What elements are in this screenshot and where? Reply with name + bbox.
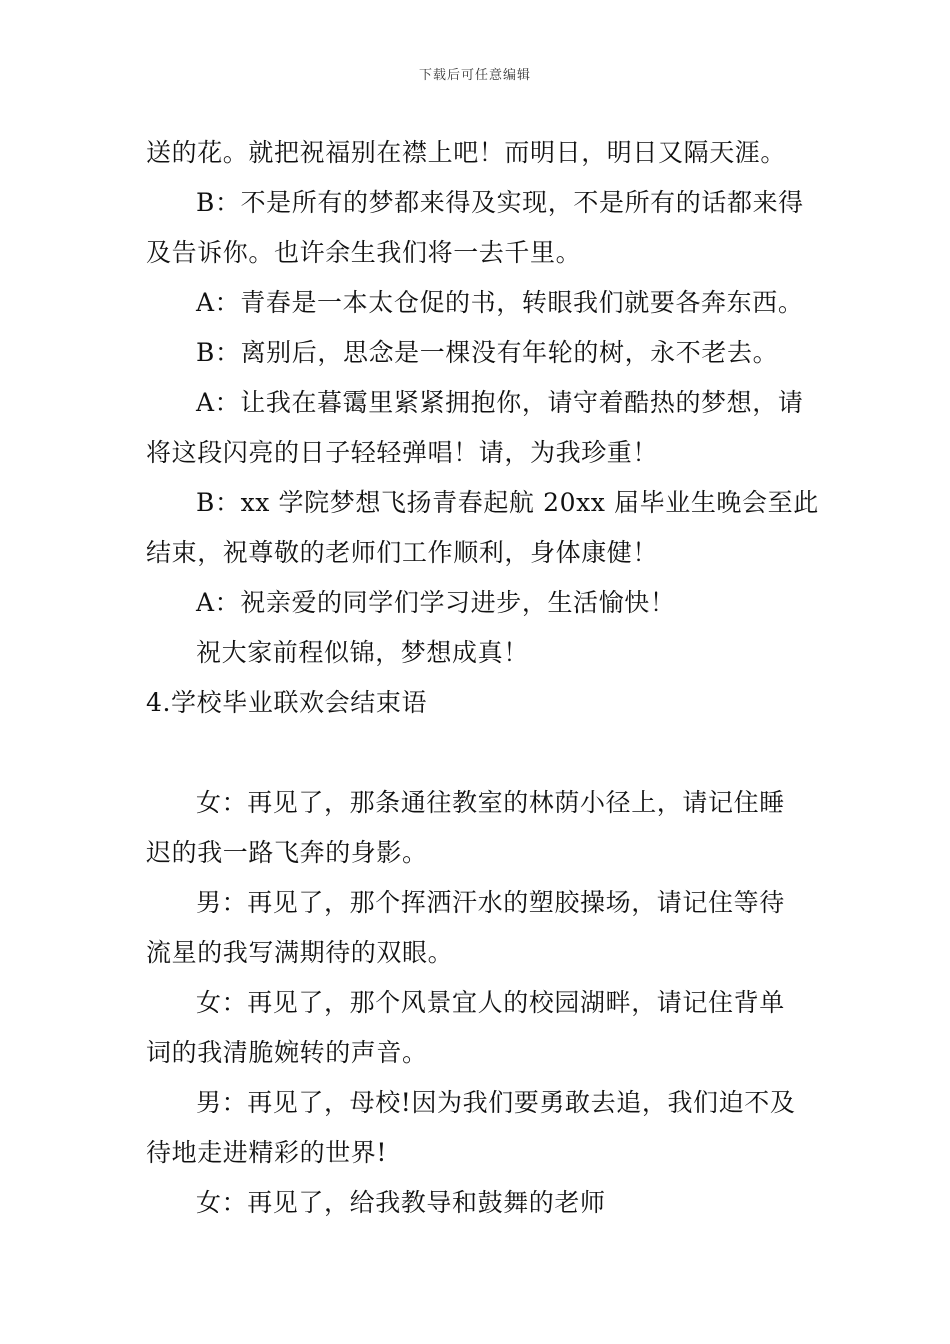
text-line: B：不是所有的梦都来得及实现，不是所有的话都来得 [196, 188, 804, 217]
text-line: B：离别后，思念是一棵没有年轮的树，永不老去。 [196, 338, 779, 367]
text-line: 男：再见了，母校!因为我们要勇敢去追，我们迫不及 [196, 1088, 796, 1117]
text-line: 流星的我写满期待的双眼。 [146, 938, 454, 967]
blank-line [146, 728, 808, 778]
text-line: A：青春是一本太仓促的书，转眼我们就要各奔东西。 [196, 288, 804, 317]
text-line: 待地走进精彩的世界! [146, 1138, 388, 1167]
text-line: 送的花。就把祝福别在襟上吧！而明日，明日又隔天涯。 [146, 138, 787, 167]
text-line: 女：再见了，给我教导和鼓舞的老师 [196, 1188, 606, 1217]
text-line: 词的我清脆婉转的声音。 [146, 1038, 428, 1067]
text-line: 结束，祝尊敬的老师们工作顺利，身体康健！ [146, 538, 659, 567]
text-line: 将这段闪亮的日子轻轻弹唱！请，为我珍重！ [146, 438, 659, 467]
text-line: B：xx 学院梦想飞扬青春起航 20xx 届毕业生晚会至此 [196, 488, 819, 517]
text-line: 男：再见了，那个挥洒汗水的塑胶操场，请记住等待 [196, 888, 785, 917]
text-line: 及告诉你。也许余生我们将一去千里。 [146, 238, 582, 267]
text-line: 女：再见了，那个风景宜人的校园湖畔，请记住背单 [196, 988, 785, 1017]
text-line: 女：再见了，那条通往教室的林荫小径上，请记住睡 [196, 788, 785, 817]
text-line: 祝大家前程似锦，梦想成真！ [196, 638, 529, 667]
text-line: A：祝亲爱的同学们学习进步，生活愉快！ [196, 588, 676, 617]
document-body [146, 128, 819, 1228]
text-line: A：让我在暮霭里紧紧拥抱你，请守着酷热的梦想，请 [196, 388, 804, 417]
section-heading: 4.学校毕业联欢会结束语 [146, 688, 428, 717]
text-line: 迟的我一路飞奔的身影。 [146, 838, 428, 867]
page-header: 下载后可任意编辑 [418, 68, 531, 83]
